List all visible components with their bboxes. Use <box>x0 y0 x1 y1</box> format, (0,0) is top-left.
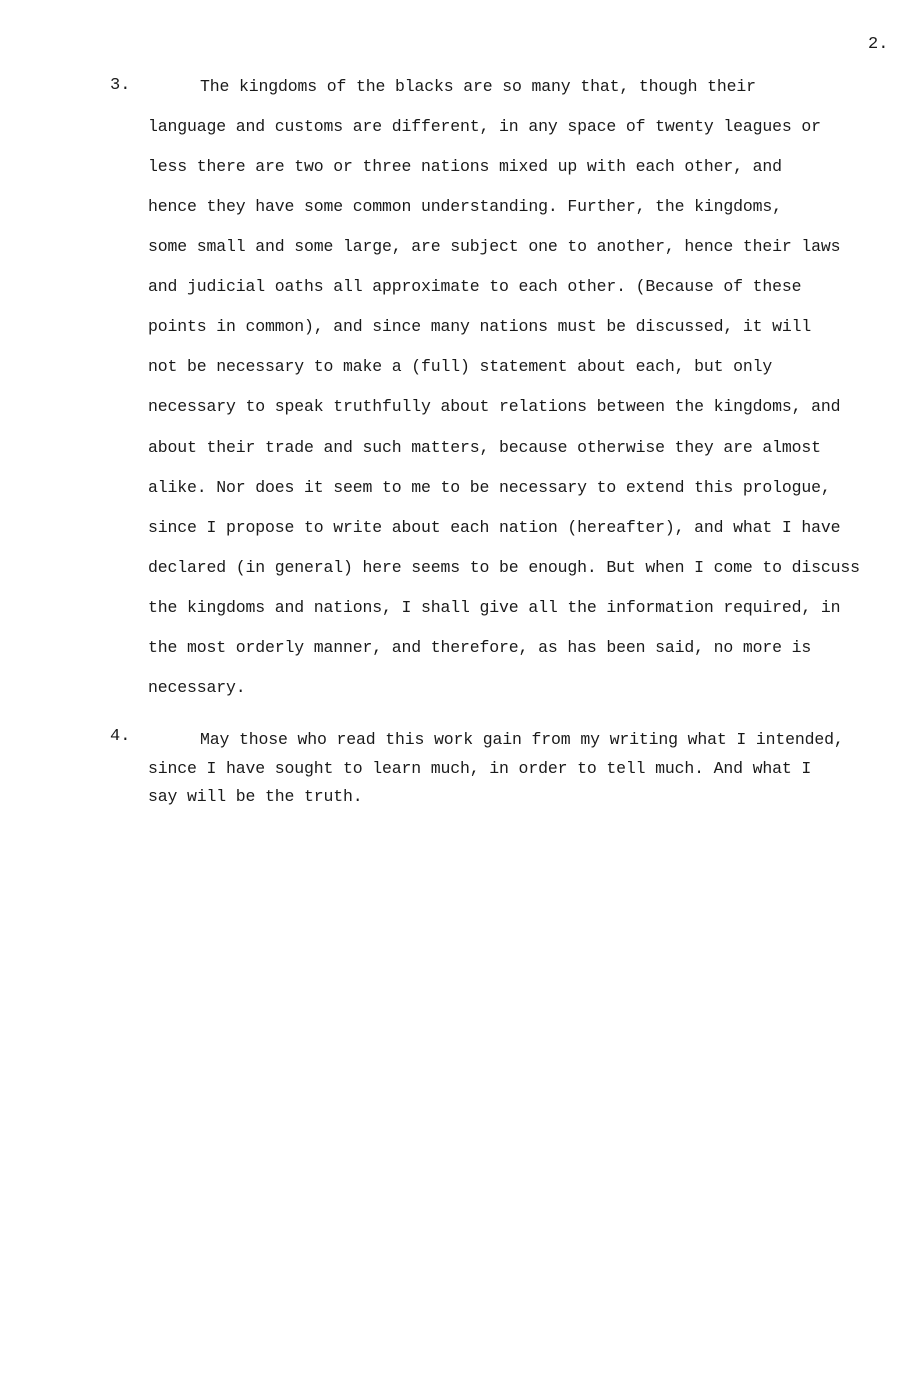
text-line: and judicial oaths all approximate to each other. (Because of these <box>148 277 802 296</box>
paragraph-number: 4. <box>110 727 131 746</box>
text-line: the most orderly manner, and therefore, as has been said, no more is <box>148 638 812 657</box>
text-line: some small and some large, are subject one to another, hence their laws <box>148 237 841 256</box>
text-line: alike. Nor does it seem to me to be necessary to extend this prologue, <box>148 478 831 497</box>
text-line: hence they have some common understanding. Further, the kingdoms, <box>148 197 782 216</box>
text-line: the kingdoms and nations, I shall give all the information required, in <box>148 598 841 617</box>
text-line: The kingdoms of the blacks are so many that, though their <box>200 77 756 96</box>
page-number: 2. <box>868 35 889 54</box>
text-line: say will be the truth. <box>148 787 363 806</box>
text-line: points in common), and since many nations must be discussed, it will <box>148 317 812 336</box>
text-line: about their trade and such matters, because otherwise they are almost <box>148 438 821 457</box>
text-line: less there are two or three nations mixed up with each other, and <box>148 157 782 176</box>
text-line: necessary to speak truthfully about relations between the kingdoms, and <box>148 397 841 416</box>
text-line: since I propose to write about each nation (hereafter), and what I have <box>148 518 841 537</box>
text-line: language and customs are different, in any space of twenty leagues or <box>148 117 821 136</box>
text-line: since I have sought to learn much, in order to tell much. And what I <box>148 759 812 778</box>
text-line: declared (in general) here seems to be enough. But when I come to discuss <box>148 558 860 577</box>
paragraph-number: 3. <box>110 76 131 95</box>
text-line: necessary. <box>148 678 246 697</box>
text-line: not be necessary to make a (full) statement about each, but only <box>148 357 773 376</box>
text-line: May those who read this work gain from my writing what I intended, <box>200 730 844 749</box>
